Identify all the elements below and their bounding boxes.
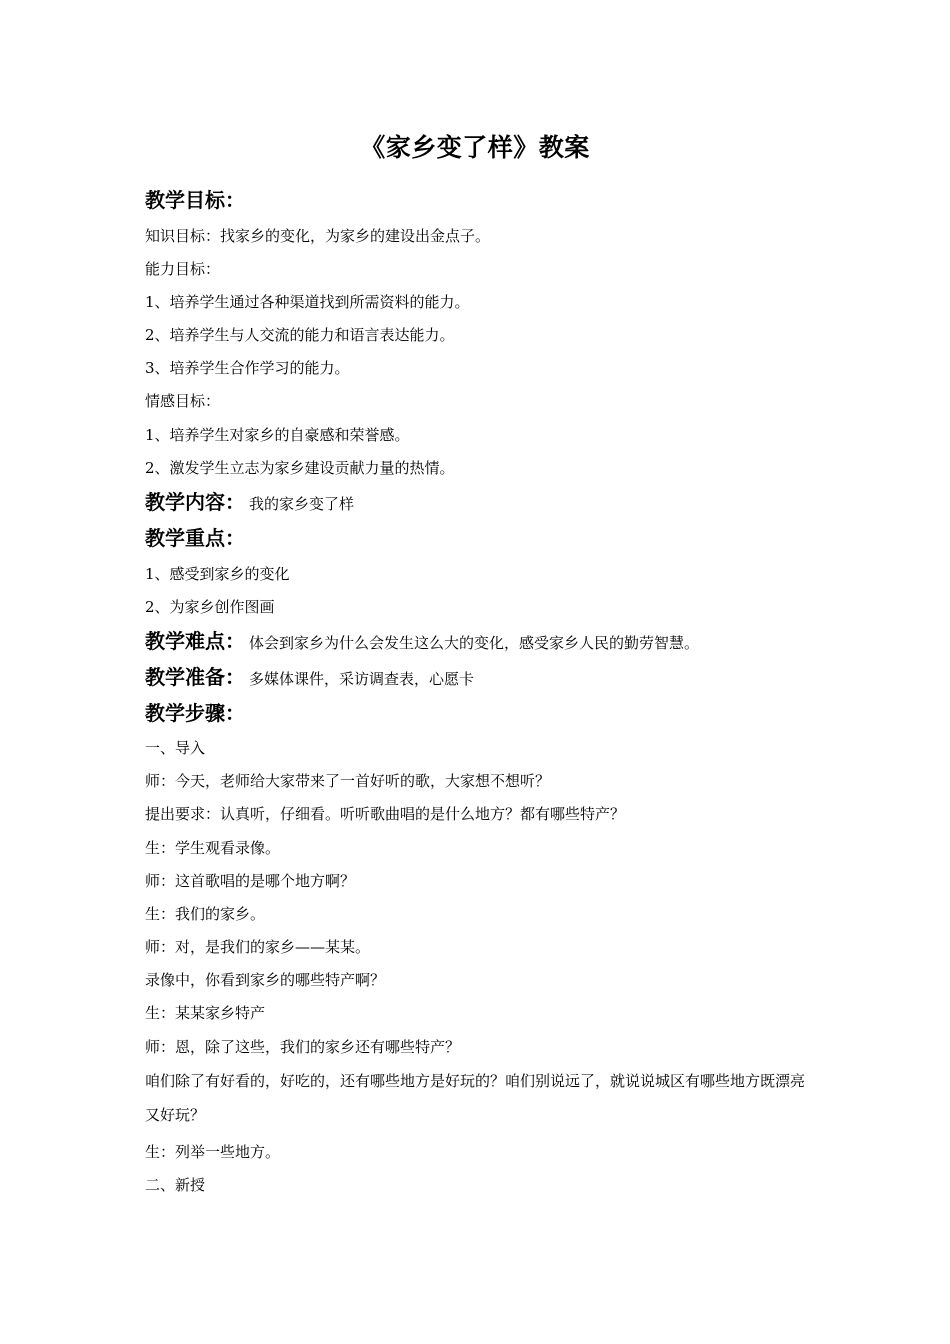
ability-item: 3、培养学生合作学习的能力。	[145, 359, 350, 377]
emotion-item: 2、激发学生立志为家乡建设贡献力量的热情。	[145, 459, 455, 477]
steps-heading	[145, 698, 825, 728]
preparation-section	[145, 662, 825, 694]
emotion-item: 1、培养学生对家乡的自豪感和荣誉感。	[145, 426, 410, 444]
step-line: 咱们除了有好看的，好吃的，还有哪些地方是好玩的？咱们别说远了，就说说城区有哪些地方既漂亮又好玩？	[145, 1072, 806, 1124]
key-points-heading-label: 教学重点：	[145, 526, 245, 550]
content-section	[145, 487, 825, 519]
objectives-heading-label: 教学目标：	[145, 188, 245, 212]
preparation-text: 多媒体课件，采访调查表，心愿卡	[249, 670, 475, 688]
document-title: 《家乡变了样》教案	[360, 133, 590, 162]
emotion-objective-label: 情感目标：	[145, 392, 221, 410]
content-heading: 教学内容：	[145, 490, 245, 514]
step-line: 生：列举一些地方。	[145, 1143, 281, 1161]
step-line: 生：我们的家乡。	[145, 905, 266, 923]
step-line: 二、新授	[145, 1176, 206, 1194]
step-line: 一、导入	[145, 739, 206, 757]
objectives-heading	[145, 185, 825, 215]
difficulty-heading: 教学难点：	[145, 629, 245, 653]
step-line: 录像中，你看到家乡的哪些特产啊？	[145, 971, 386, 989]
ability-item: 2、培养学生与人交流的能力和语言表达能力。	[145, 326, 455, 344]
step-line: 师：今天，老师给大家带来了一首好听的歌，大家想不想听？	[145, 772, 551, 790]
step-line: 师：对，是我们的家乡——某某。	[145, 938, 371, 956]
key-points-heading	[145, 523, 825, 553]
step-line: 生：学生观看录像。	[145, 839, 281, 857]
difficulty-section	[145, 626, 825, 658]
step-line: 生：某某家乡特产	[145, 1004, 266, 1022]
content-text: 我的家乡变了样	[249, 495, 355, 513]
difficulty-text: 体会到家乡为什么会发生这么大的变化，感受家乡人民的勤劳智慧。	[249, 634, 700, 652]
ability-item: 1、培养学生通过各种渠道找到所需资料的能力。	[145, 293, 470, 311]
key-point-item: 1、感受到家乡的变化	[145, 565, 290, 583]
steps-heading-label: 教学步骤：	[145, 701, 245, 725]
key-point-item: 2、为家乡创作图画	[145, 598, 275, 616]
preparation-heading: 教学准备：	[145, 665, 245, 689]
knowledge-objective: 知识目标：找家乡的变化，为家乡的建设出金点子。	[145, 227, 491, 245]
step-line: 师：这首歌唱的是哪个地方啊？	[145, 872, 356, 890]
ability-objective-label: 能力目标：	[145, 260, 221, 278]
step-line: 提出要求：认真听，仔细看。听听歌曲唱的是什么地方？都有哪些特产？	[145, 805, 626, 823]
step-line: 师：恩，除了这些，我们的家乡还有哪些特产？	[145, 1038, 461, 1056]
